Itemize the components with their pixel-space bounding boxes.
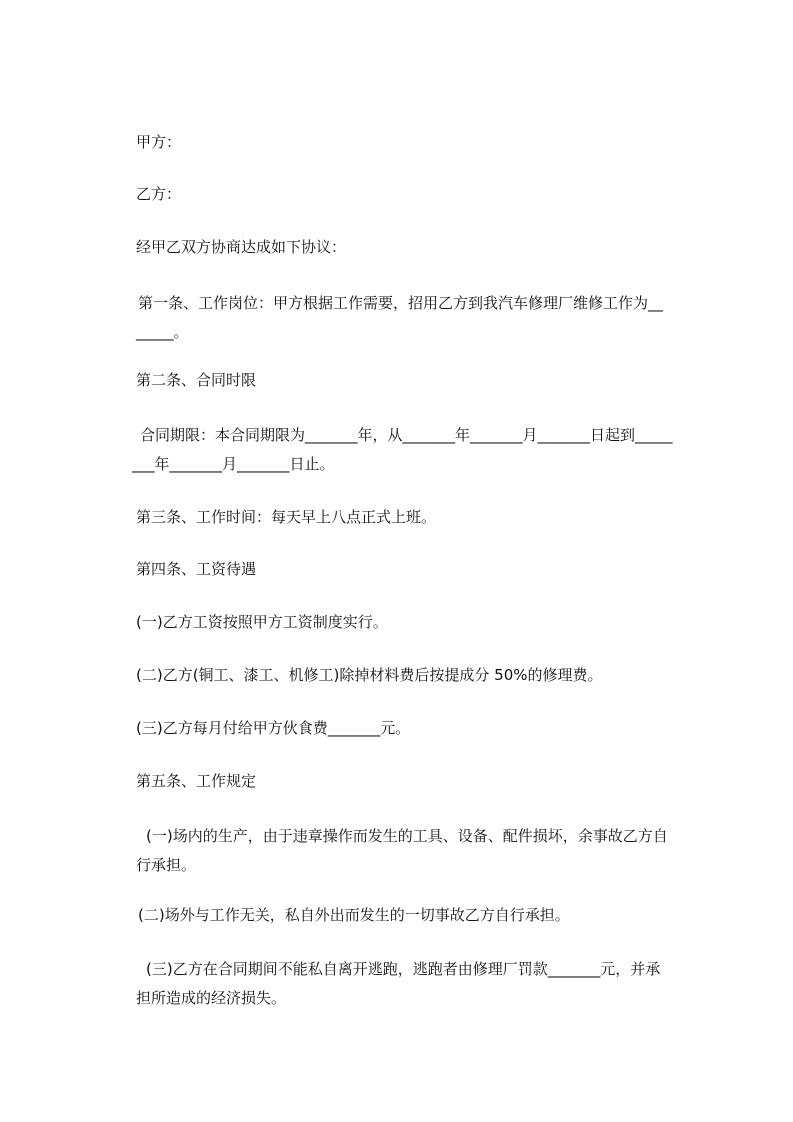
article-4-title: 第四条、工资待遇 [136,560,257,578]
article-2-title: 第二条、合同时限 [136,371,257,389]
article-5-item-1-line-2: 行承担。 [136,856,197,874]
article-4-item-3: (三)乙方每月付给甲方伙食费_______元。 [136,719,411,737]
article-4-item-2: (二)乙方(铜工、漆工、机修工)除掉材料费后按提成分 50%的修理费。 [136,666,603,684]
article-5-item-1 [136,822,702,880]
article-2-body [132,421,702,479]
article-5-item-3 [136,955,702,1013]
article-5-item-3-line-1: (三)乙方在合同期间不能私自离开逃跑，逃跑者由修理厂罚款_______元，并承 [146,960,661,978]
article-5-item-3-line-2: 担所造成的经济损失。 [136,989,287,1007]
article-5-item-2-line-1: (二)场外与工作无关，私自外出而发生的一切事故乙方自行承担。 [138,906,570,924]
article-3-paragraph: 第三条、工作时间：每天早上八点正式上班。 [136,508,437,526]
intro-paragraph: 经甲乙双方协商达成如下协议： [136,238,347,256]
article-5-item-2 [136,901,702,930]
article-2-line-2: ___年_______月_______日止。 [132,455,335,473]
article-5-item-1-line-1: (一)场内的生产，由于违章操作而发生的工具、设备、配件损坏，余事故乙方自 [146,827,668,845]
party-b-label: 乙方： [136,185,182,203]
article-5-title: 第五条、工作规定 [136,772,257,790]
article-4-item-1: (一)乙方工资按照甲方工资制度实行。 [136,613,388,631]
article-2-line-1: 合同期限：本合同期限为_______年，从_______年_______月_______日起到_____ [140,426,673,444]
article-1-line-2: _____。 [136,323,189,341]
party-a-label: 甲方： [136,133,182,151]
article-1-line-1: 第一条、工作岗位：甲方根据工作需要，招用乙方到我汽车修理厂维修工作为__ [138,294,664,312]
article-1-paragraph [136,289,702,347]
